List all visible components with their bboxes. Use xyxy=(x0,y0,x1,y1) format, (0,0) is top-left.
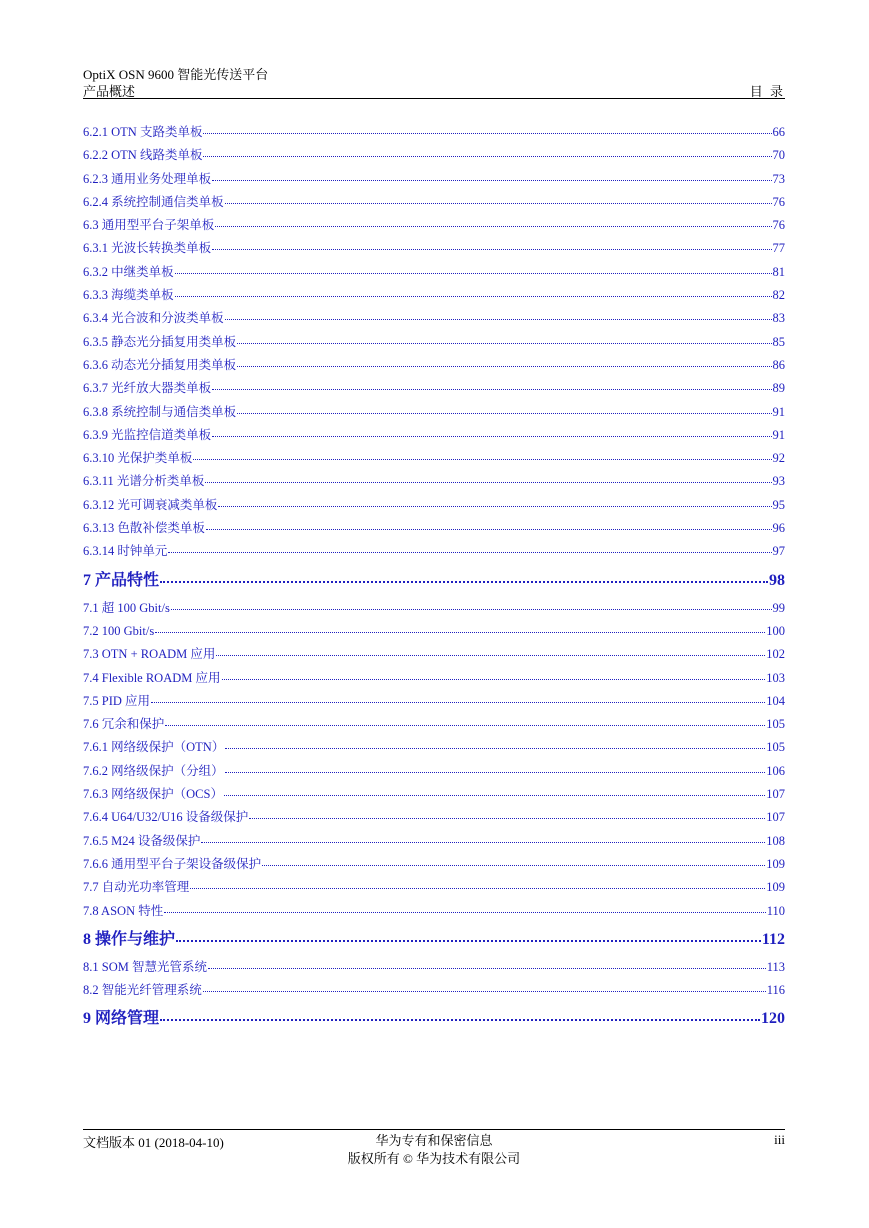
toc-entry-link[interactable] xyxy=(83,331,785,354)
toc-entry-title: 6.3.10 光保护类单板 xyxy=(83,451,193,466)
toc-entry-page: 91 xyxy=(772,427,785,442)
toc-entry-page: 110 xyxy=(766,903,785,918)
toc-entry-page: 96 xyxy=(772,521,785,536)
toc-entry-title: 7.6.6 通用型平台子架设备级保护 xyxy=(83,856,262,871)
toc-entry-link[interactable] xyxy=(83,690,785,713)
toc-entry-link[interactable] xyxy=(83,494,785,517)
toc-entry-page: 66 xyxy=(772,125,785,139)
toc-entry-title: 6.3.13 色散补偿类单板 xyxy=(83,521,205,536)
toc-dot-leader xyxy=(218,506,771,507)
toc-entry-link[interactable] xyxy=(83,900,785,923)
toc-dot-leader xyxy=(212,436,771,437)
toc-entry-page: 104 xyxy=(766,693,785,708)
toc-entry-title: 8 操作与维护 xyxy=(83,930,176,948)
toc-entry-link[interactable] xyxy=(83,261,785,284)
toc-entry-page: 97 xyxy=(772,544,785,559)
toc-entry-page: 116 xyxy=(766,983,785,998)
toc-dot-leader xyxy=(160,1019,760,1021)
toc-dot-leader xyxy=(193,459,771,460)
toc-entry-page: 89 xyxy=(772,381,785,396)
toc-entry-title: 6.3.7 光纤放大器类单板 xyxy=(83,381,212,396)
toc-entry-title: 7.8 ASON 特性 xyxy=(83,903,164,918)
footer-confidential: 华为专有和保密信息 xyxy=(375,1133,493,1148)
toc-dot-leader xyxy=(175,273,772,274)
toc-entry-title: 6.3.14 时钟单元 xyxy=(83,544,168,559)
toc-entry-link[interactable] xyxy=(83,620,785,643)
toc-entry-link[interactable] xyxy=(83,597,785,620)
toc-entry-title: 7.5 PID 应用 xyxy=(83,693,151,708)
table-of-contents xyxy=(83,121,785,1035)
toc-entry-page: 73 xyxy=(772,171,785,186)
toc-entry-title: 6.2.4 系统控制通信类单板 xyxy=(83,194,224,209)
toc-entry-title: 6.2.3 通用业务处理单板 xyxy=(83,171,212,186)
footer-copyright: 版权所有 © 华为技术有限公司 xyxy=(347,1151,521,1166)
toc-entry-title: 7 产品特性 xyxy=(83,571,160,589)
toc-entry-link[interactable] xyxy=(83,830,785,853)
toc-entry-title: 6.3.12 光可调衰减类单板 xyxy=(83,497,218,512)
footer-center-text xyxy=(83,1132,785,1168)
toc-entry-title: 6.3 通用型平台子架单板 xyxy=(83,218,215,233)
toc-entry-title: 6.3.6 动态光分插复用类单板 xyxy=(83,357,237,372)
toc-entry-page: 76 xyxy=(772,218,785,233)
toc-entry-link[interactable] xyxy=(83,736,785,759)
toc-dot-leader xyxy=(212,249,771,250)
page-footer xyxy=(83,1129,785,1170)
toc-dot-leader xyxy=(212,180,771,181)
toc-dot-leader xyxy=(249,818,765,819)
toc-dot-leader xyxy=(168,552,771,553)
toc-dot-leader xyxy=(201,842,765,843)
toc-dot-leader xyxy=(215,226,771,227)
toc-dot-leader xyxy=(237,366,771,367)
toc-dot-leader xyxy=(151,702,765,703)
toc-entry-link[interactable] xyxy=(83,540,785,563)
toc-entry-page: 99 xyxy=(772,600,785,615)
toc-dot-leader xyxy=(224,795,765,796)
toc-entry-link[interactable] xyxy=(83,237,785,260)
toc-dot-leader xyxy=(222,679,766,680)
toc-entry-link[interactable] xyxy=(83,401,785,424)
toc-entry-page: 109 xyxy=(766,856,785,871)
toc-entry-page: 120 xyxy=(761,1010,785,1028)
toc-entry-link[interactable] xyxy=(83,760,785,783)
toc-entry-page: 105 xyxy=(766,740,785,755)
toc-dot-leader xyxy=(225,772,766,773)
toc-entry-title: 6.2.1 OTN 支路类单板 xyxy=(83,125,203,139)
toc-entry-link[interactable] xyxy=(83,667,785,690)
toc-dot-leader xyxy=(160,581,768,583)
toc-dot-leader xyxy=(225,319,772,320)
toc-entry-title: 9 网络管理 xyxy=(83,1010,160,1028)
toc-entry-page: 112 xyxy=(761,930,785,948)
toc-entry-link[interactable] xyxy=(83,979,785,1002)
toc-entry-link[interactable] xyxy=(83,284,785,307)
toc-entry-title: 7.6.3 网络级保护（OCS） xyxy=(83,787,223,802)
toc-dot-leader xyxy=(212,389,771,390)
toc-entry-link[interactable] xyxy=(83,643,785,666)
toc-entry-title: 6.3.1 光波长转换类单板 xyxy=(83,241,212,256)
toc-entry-title: 6.3.11 光谱分析类单板 xyxy=(83,474,205,489)
toc-entry-page: 103 xyxy=(766,670,785,685)
toc-entry-page: 92 xyxy=(772,451,785,466)
toc-entry-page: 95 xyxy=(772,497,785,512)
toc-entry-page: 82 xyxy=(772,288,785,303)
toc-dot-leader xyxy=(164,912,765,913)
toc-entry-title: 7.3 OTN + ROADM 应用 xyxy=(83,647,216,662)
toc-dot-leader xyxy=(205,482,771,483)
toc-entry-title: 6.3.3 海缆类单板 xyxy=(83,288,174,303)
toc-entry-title: 7.6.4 U64/U32/U16 设备级保护 xyxy=(83,810,249,825)
toc-entry-title: 6.3.4 光合波和分波类单板 xyxy=(83,311,224,326)
header-section-name: 产品概述 xyxy=(83,84,136,99)
toc-entry-page: 105 xyxy=(766,717,785,732)
toc-entry-page: 102 xyxy=(766,647,785,662)
toc-entry-page: 85 xyxy=(772,334,785,349)
toc-entry-title: 7.1 超 100 Gbit/s xyxy=(83,600,170,615)
toc-dot-leader xyxy=(237,413,771,414)
toc-entry-title: 7.6 冗余和保护 xyxy=(83,717,165,732)
toc-dot-leader xyxy=(171,609,772,610)
toc-entry-title: 7.6.5 M24 设备级保护 xyxy=(83,833,201,848)
toc-entry-link[interactable] xyxy=(83,377,785,400)
toc-entry-page: 107 xyxy=(766,787,785,802)
toc-entry-link[interactable] xyxy=(83,713,785,736)
toc-chapter-link[interactable] xyxy=(83,926,785,954)
toc-dot-leader xyxy=(206,529,772,530)
toc-dot-leader xyxy=(225,748,765,749)
toc-entry-link[interactable] xyxy=(83,191,785,214)
toc-entry-link[interactable] xyxy=(83,144,785,167)
toc-entry-page: 108 xyxy=(766,833,785,848)
toc-dot-leader xyxy=(165,725,765,726)
toc-entry-page: 76 xyxy=(772,194,785,209)
toc-entry-link[interactable] xyxy=(83,783,785,806)
toc-entry-title: 8.2 智能光纤管理系统 xyxy=(83,983,202,998)
toc-entry-page: 91 xyxy=(772,404,785,419)
toc-entry-page: 107 xyxy=(766,810,785,825)
toc-entry-page: 77 xyxy=(772,241,785,256)
toc-dot-leader xyxy=(225,203,772,204)
toc-entry-title: 7.4 Flexible ROADM 应用 xyxy=(83,670,221,685)
toc-dot-leader xyxy=(155,632,765,633)
toc-dot-leader xyxy=(203,991,766,992)
toc-entry-page: 93 xyxy=(772,474,785,489)
footer-doc-version: 文档版本 01 (2018-04-10) xyxy=(83,1135,224,1150)
header-product-name: OptiX OSN 9600 智能光传送平台 xyxy=(83,67,269,82)
toc-entry-link[interactable] xyxy=(83,424,785,447)
toc-dot-leader xyxy=(176,940,761,942)
toc-dot-leader xyxy=(216,655,765,656)
toc-chapter-link[interactable] xyxy=(83,1005,785,1033)
header-chapter-label: 目 录 xyxy=(749,84,785,99)
toc-entry-link[interactable] xyxy=(83,956,785,979)
toc-entry-link[interactable] xyxy=(83,447,785,470)
toc-entry-link[interactable] xyxy=(83,121,785,144)
toc-entry-link[interactable] xyxy=(83,517,785,540)
toc-dot-leader xyxy=(237,343,771,344)
toc-entry-link[interactable] xyxy=(83,853,785,876)
toc-entry-link[interactable] xyxy=(83,806,785,829)
page-header xyxy=(83,64,785,99)
toc-dot-leader xyxy=(190,888,765,889)
toc-dot-leader xyxy=(203,156,771,157)
toc-dot-leader xyxy=(175,296,772,297)
toc-entry-page: 109 xyxy=(766,880,785,895)
toc-entry-page: 83 xyxy=(772,311,785,326)
toc-entry-link[interactable] xyxy=(83,168,785,191)
toc-entry-link[interactable] xyxy=(83,354,785,377)
toc-entry-page: 100 xyxy=(766,623,785,638)
toc-chapter-link[interactable] xyxy=(83,567,785,595)
toc-dot-leader xyxy=(203,133,771,134)
toc-entry-page: 81 xyxy=(772,264,785,279)
toc-entry-page: 106 xyxy=(766,763,785,778)
toc-entry-link[interactable] xyxy=(83,470,785,493)
toc-entry-title: 8.1 SOM 智慧光管系统 xyxy=(83,959,207,974)
toc-entry-title: 7.2 100 Gbit/s xyxy=(83,623,155,638)
toc-entry-title: 6.3.9 光监控信道类单板 xyxy=(83,427,212,442)
toc-entry-page: 113 xyxy=(766,959,785,974)
toc-entry-link[interactable] xyxy=(83,214,785,237)
toc-dot-leader xyxy=(208,968,766,969)
toc-entry-title: 6.3.5 静态光分插复用类单板 xyxy=(83,334,237,349)
toc-entry-page: 86 xyxy=(772,357,785,372)
toc-entry-link[interactable] xyxy=(83,876,785,899)
toc-entry-page: 98 xyxy=(769,571,785,589)
toc-entry-title: 6.2.2 OTN 线路类单板 xyxy=(83,148,203,163)
toc-entry-title: 6.3.8 系统控制与通信类单板 xyxy=(83,404,237,419)
toc-entry-title: 7.7 自动光功率管理 xyxy=(83,880,190,895)
toc-entry-page: 70 xyxy=(772,148,785,163)
toc-dot-leader xyxy=(262,865,765,866)
toc-entry-title: 7.6.1 网络级保护（OTN） xyxy=(83,740,225,755)
toc-entry-title: 6.3.2 中继类单板 xyxy=(83,264,174,279)
toc-entry-title: 7.6.2 网络级保护（分组） xyxy=(83,763,224,778)
footer-page-number: iii xyxy=(774,1132,785,1147)
toc-entry-link[interactable] xyxy=(83,307,785,330)
